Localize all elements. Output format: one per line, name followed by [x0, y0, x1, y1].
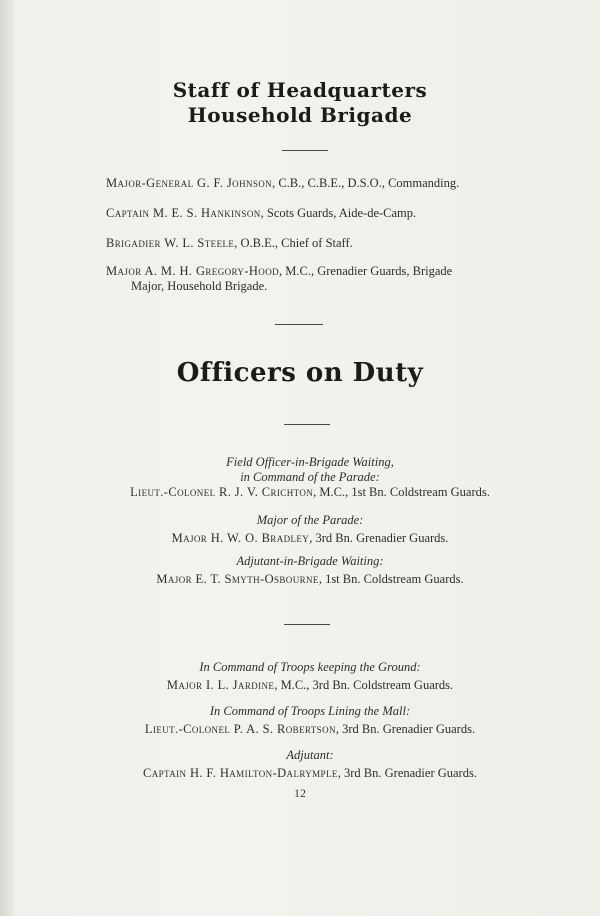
staff-details-continued: Major, Household Brigade. [131, 279, 268, 293]
divider-rule [282, 150, 328, 151]
divider-rule [284, 624, 330, 625]
staff-entry [106, 264, 516, 294]
staff-name: Major A. M. H. Gregory-Hood [106, 264, 279, 278]
staff-name: Brigadier W. L. Steele [106, 236, 235, 250]
troops-entry [60, 748, 560, 781]
troops-name: Captain H. F. Hamilton-Dalrymple [143, 766, 338, 780]
heading-officers-on-duty: Officers on Duty [176, 358, 424, 388]
page-number: 12 [294, 786, 306, 800]
page-spine-shadow [0, 0, 14, 916]
staff-details: , O.B.E., Chief of Staff. [234, 236, 353, 250]
troops-name: Lieut.-Colonel P. A. S. Robertson [144, 722, 336, 736]
duty-entry [60, 455, 560, 500]
divider-rule [275, 324, 323, 325]
staff-details: , Scots Guards, Aide-de-Camp. [260, 206, 417, 220]
staff-entry [106, 176, 459, 191]
troops-details: , 3rd Bn. Grenadier Guards. [337, 766, 477, 780]
staff-name: Major-General G. F. Johnson [106, 176, 273, 190]
troops-details: , M.C., 3rd Bn. Coldstream Guards. [274, 678, 454, 692]
duty-details: , 1st Bn. Coldstream Guards. [318, 572, 464, 586]
duty-role: Field Officer-in-Brigade Waiting, [226, 455, 394, 469]
troops-details: , 3rd Bn. Grenadier Guards. [335, 722, 476, 736]
duty-entry [60, 513, 560, 546]
staff-entry [106, 236, 353, 251]
staff-entry [106, 206, 416, 221]
troops-name: Major I. L. Jardine [166, 678, 275, 692]
duty-details: , M.C., 1st Bn. Coldstream Guards. [313, 485, 490, 499]
duty-name: Major E. T. Smyth-Osbourne [156, 572, 319, 586]
staff-details: , C.B., C.B.E., D.S.O., Commanding. [272, 176, 460, 190]
duty-name: Lieut.-Colonel R. J. V. Crichton [130, 485, 314, 499]
troops-entry [60, 660, 560, 693]
duty-name: Major H. W. O. Bradley [171, 531, 310, 545]
troops-role: In Command of Troops keeping the Ground: [199, 660, 421, 674]
staff-name: Captain M. E. S. Hankinson [106, 206, 261, 220]
troops-role: Adjutant: [286, 748, 334, 762]
staff-details: , M.C., Grenadier Guards, Brigade [279, 264, 453, 278]
duty-role-continued: in Command of the Parade: [240, 470, 380, 484]
duty-entry [60, 554, 560, 587]
troops-role: In Command of Troops Lining the Mall: [209, 704, 411, 718]
divider-rule [284, 424, 330, 425]
heading-staff-line1: Staff of Headquarters [172, 78, 428, 102]
duty-role: Major of the Parade: [256, 513, 364, 527]
duty-details: , 3rd Bn. Grenadier Guards. [309, 531, 449, 545]
duty-role: Adjutant-in-Brigade Waiting: [236, 554, 384, 568]
troops-entry [60, 704, 560, 737]
heading-staff-line2: Household Brigade [187, 103, 413, 127]
